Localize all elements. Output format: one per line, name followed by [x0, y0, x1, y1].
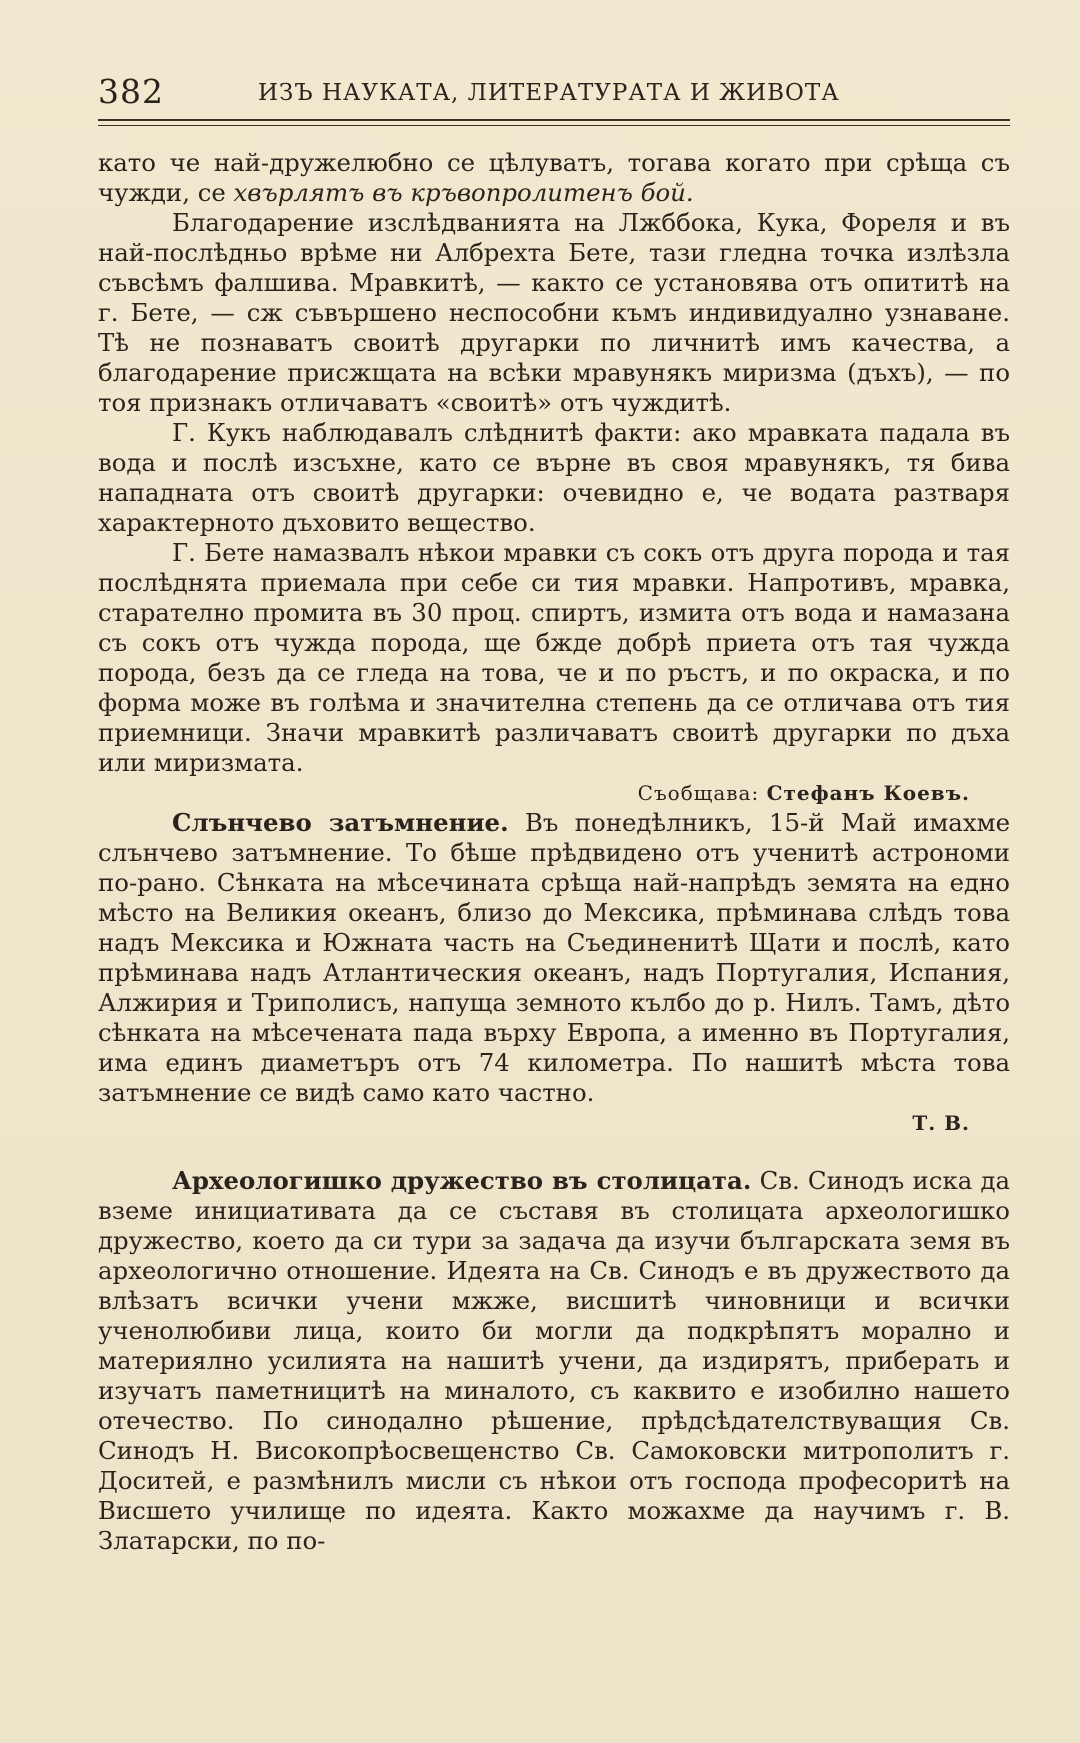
signature-label: Съобщава:: [637, 781, 767, 805]
eclipse-text: Въ понедѣлникъ, 15-й Май имахме слънчево затъмнение. То бѣше прѣдвидено отъ ученитѣ астрономи по-рано. Сѣнката на мѣсечината срѣща най-напрѣдъ земята на едно мѣсто на Великия океанъ, близо до Мексика, прѣминава слѣдъ това надъ Мексика и Южната часть на Съединенитѣ Щати и послѣ, като прѣминава надъ Атлантическия океанъ, надъ Португалия, Испания, Алжирия и Триполисъ, напуща земното кълбо до р. Нилъ. Тамъ, дѣто сѣнката на мѣсечената пада върху Европа, а именно въ Португалия, има единъ диаметъръ отъ 74 километра. По нашитѣ мѣста това затъмнение се видѣ само като частно.: [98, 808, 1011, 1107]
eclipse-heading: Слънчево затъмнение.: [172, 808, 509, 837]
page-number: 382: [98, 72, 164, 111]
running-header: [98, 72, 1010, 112]
header-rule-thick: [98, 119, 1010, 121]
article-body: [98, 148, 1010, 1556]
continued-italic-text: хвърлятъ въ кръвопролитенъ бой.: [233, 178, 694, 207]
running-title: ИЗЪ НАУКАТА, ЛИТЕРАТУРАТА И ЖИВОТА: [258, 80, 840, 106]
author-signature: [98, 778, 1010, 808]
archaeology-paragraph: [98, 1166, 1010, 1556]
signature-name: Стефанъ Коевъ.: [766, 781, 970, 805]
archaeology-heading: Археологишко дружество въ столицата.: [172, 1166, 752, 1195]
eclipse-signature-name: Т. В.: [912, 1111, 970, 1135]
section-gap: [98, 1138, 1010, 1166]
continued-paragraph: [98, 148, 1010, 208]
paragraph-3: Г. Бете намазвалъ нѣкои мравки съ сокъ отъ друга порода и тая послѣднята приемала при себе си тия мравки. Напротивъ, мравка, старателно промита въ 30 проц. спиртъ, измита отъ вода и намазана съ сокъ отъ чужда порода, ще бжде добрѣ приета отъ тая чужда порода, безъ да се гледа на това, че и по ръстъ, и по окраска, и по форма може въ голѣма и значителна степень да се отличава отъ тия приемници. Значи мравкитѣ различаватъ своитѣ другарки по дъха или миризмата.: [98, 538, 1010, 777]
paragraph-1: Благодарение изслѣдванията на Лжббока, Кука, Фореля и въ най-послѣдньо врѣме ни Албрехта Бете, тази гледна точка излѣзла съвсѣмъ фалшива. Мравкитѣ, — както се установява отъ опититѣ на г. Бете, — сж съвършено неспособни къмъ индивидуално узнаване. Тѣ не познаватъ своитѣ другарки по личнитѣ имъ качества, а благодарение присжщата на всѣки мравунякъ миризма (дъхъ), — по тоя признакъ отличаватъ «своитѣ» отъ чуждитѣ.: [98, 208, 1010, 417]
archaeology-text: Св. Синодъ иска да вземе инициативата да се съставя въ столицата археологишко дружество, което да си тури за задача да изучи българската земя въ археологично отношение. Идеята на Св. Синодъ е въ дружеството да влѣзатъ всички учени мжже, висшитѣ чиновници и всички ученолюбиви лица, които би могли да подкрѣпятъ морално и материялно усилията на нашитѣ учени, да издирятъ, приберать и изучатъ паметницитѣ на миналото, съ каквито е изобилно нашето отечество. По синодално рѣшение, прѣдсѣдателствуващия Св. Синодъ Н. Високопрѣосвещенство Св. Самоковски митрополитъ г. Доситей, е размѣнилъ мисли съ нѣкои отъ господа професоритѣ на Висшето училище по идеята. Както можахме да научимъ г. В. Златарски, по по-: [98, 1166, 1010, 1555]
eclipse-signature: [98, 1108, 1010, 1138]
eclipse-paragraph: [98, 808, 1010, 1108]
paragraph-2: Г. Кукъ наблюдавалъ слѣднитѣ факти: ако мравката падала въ вода и послѣ изсъхне, като се върне въ своя мравунякъ, тя бива нападната отъ своитѣ другарки: очевидно е, че водата разтваря характерното дъховито вещество.: [98, 418, 1010, 537]
header-rule-thin: [98, 125, 1010, 126]
continued-text: като че най-дружелюбно се цѣлуватъ, тогава когато при срѣща съ чужди, се: [98, 148, 1010, 207]
